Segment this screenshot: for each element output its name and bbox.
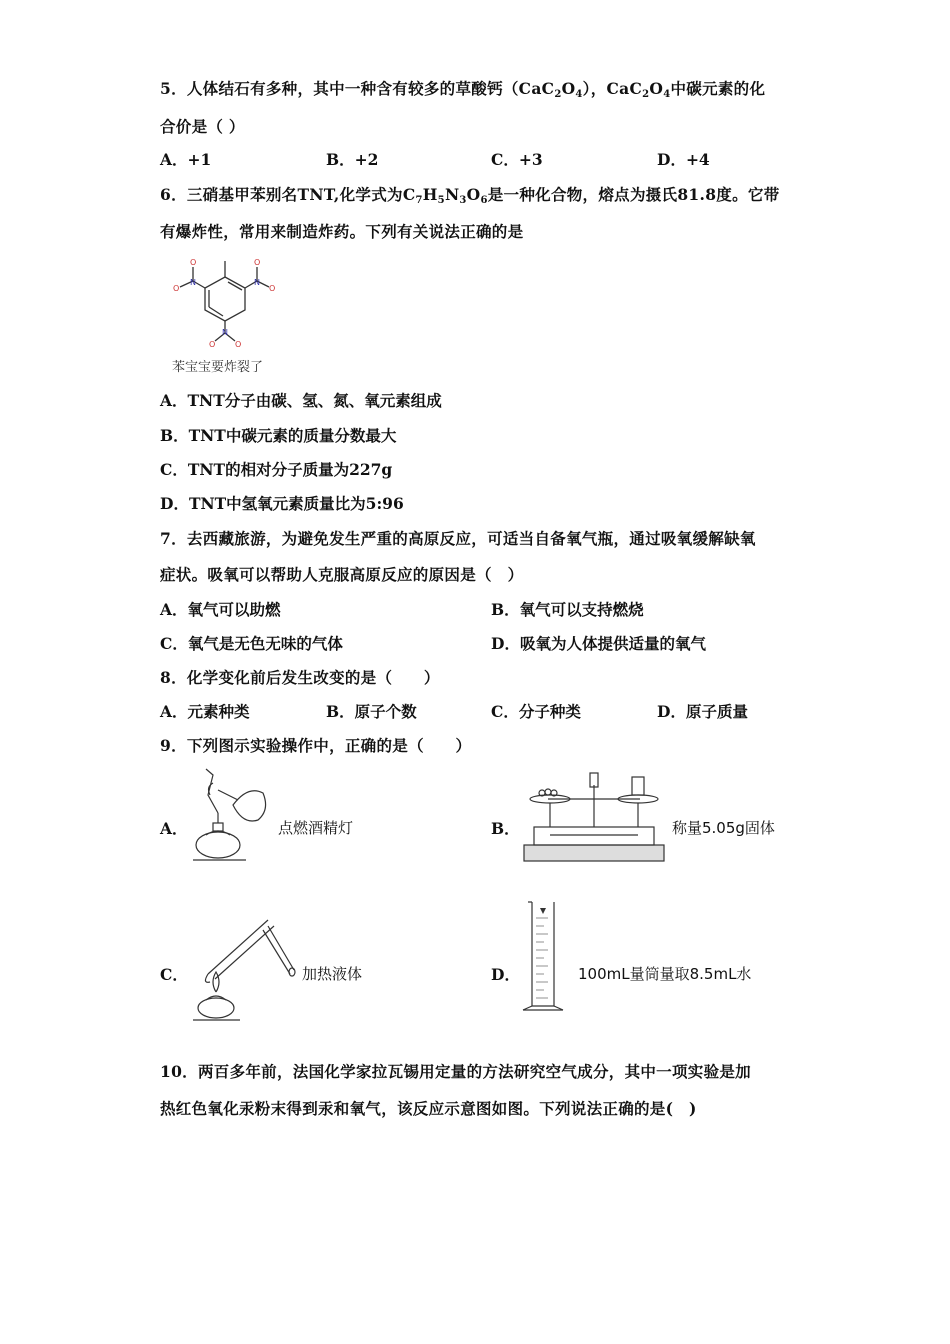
q5-text-d: O [649, 79, 664, 98]
q9-option-b-letter[interactable]: B． [491, 819, 520, 838]
q9-option-c-letter[interactable]: C． [160, 965, 188, 984]
svg-text:O: O [209, 340, 216, 349]
alcohol-lamp-lighting-figure [188, 765, 278, 865]
q6-option-a[interactable]: A．TNT分子由碳、氢、氮、氧元素组成 [160, 391, 442, 410]
svg-text:O: O [173, 284, 180, 293]
svg-text:N: N [254, 278, 260, 287]
q5-line2: 合价是（ ） [160, 117, 245, 136]
q7-option-a[interactable]: A．氧气可以助燃 [160, 600, 281, 619]
q9-option-d-letter[interactable]: D． [491, 965, 520, 984]
q10-line1: 10．两百多年前，法国化学家拉瓦锡用定量的方法研究空气成分，其中一项实验是加 [160, 1062, 751, 1081]
q9-option-d-caption: 100mL量筒量取8.5mL水 [578, 965, 752, 983]
graduated-cylinder-figure [518, 898, 568, 1018]
q9-option-b-caption: 称量5.05g固体 [672, 819, 775, 837]
heating-liquid-figure [188, 912, 298, 1024]
q6-line2: 有爆炸性，常用来制造炸药。下列有关说法正确的是 [160, 222, 524, 241]
q5-option-a[interactable]: A．+1 [160, 150, 212, 169]
q9-option-a-letter[interactable]: A． [160, 819, 188, 838]
balance-scale-figure [520, 765, 668, 865]
svg-text:N: N [222, 328, 228, 337]
q7-line1: 7．去西藏旅游，为避免发生严重的高原反应，可适当自备氧气瓶，通过吸氧缓解缺氧 [160, 529, 756, 548]
q5-option-d[interactable]: D．+4 [657, 150, 710, 169]
q9-option-c-caption: 加热液体 [302, 965, 363, 983]
tnt-figure-caption: 苯宝宝要炸裂了 [172, 360, 264, 375]
q8-option-c[interactable]: C．分子种类 [491, 702, 581, 721]
q5-sub2: 4 [575, 89, 583, 100]
q6-option-d[interactable]: D．TNT中氢氧元素质量比为5:96 [160, 494, 404, 513]
q8-line1: 8．化学变化前后发生改变的是（ ） [160, 668, 440, 687]
svg-text:O: O [190, 258, 197, 267]
q5-text-b: O [561, 79, 576, 98]
q6-text-b: H [422, 185, 438, 204]
q6-sub2: 5 [437, 195, 445, 206]
tnt-structure-figure [165, 255, 290, 355]
q6-sub1: 7 [415, 195, 423, 206]
svg-text:O: O [269, 284, 276, 293]
svg-text:O: O [235, 340, 242, 349]
q6-text-c: N [444, 185, 460, 204]
q5-option-c[interactable]: C．+3 [491, 150, 543, 169]
q9-line1: 9．下列图示实验操作中，正确的是（ ） [160, 736, 472, 755]
q5-text-e: 中碳元素的化 [670, 79, 766, 98]
svg-text:N: N [190, 278, 196, 287]
q6-sub4: 6 [480, 195, 488, 206]
q7-option-b[interactable]: B．氧气可以支持燃烧 [491, 600, 644, 619]
q7-line2: 症状。吸氧可以帮助人克服高原反应的原因是（ ） [160, 565, 524, 584]
q6-option-b[interactable]: B．TNT中碳元素的质量分数最大 [160, 426, 397, 445]
q8-option-b[interactable]: B．原子个数 [326, 702, 417, 721]
q9-option-a-caption: 点燃酒精灯 [278, 819, 354, 837]
q10-line2: 热红色氧化汞粉末得到汞和氧气，该反应示意图如图。下列说法正确的是( ) [160, 1099, 697, 1118]
q6-text-a: 6．三硝基甲苯别名TNT,化学式为C [160, 185, 416, 204]
q5-text-c: ），CaC [582, 79, 643, 98]
q5-sub4: 4 [663, 89, 671, 100]
q5-sub3: 2 [642, 89, 650, 100]
q6-line1 [160, 183, 780, 206]
q5-line1 [160, 77, 765, 100]
q8-option-a[interactable]: A．元素种类 [160, 702, 250, 721]
q5-sub1: 2 [554, 89, 562, 100]
q5-text-a: 5．人体结石有多种，其中一种含有较多的草酸钙（CaC [160, 79, 555, 98]
q7-option-c[interactable]: C．氧气是无色无味的气体 [160, 634, 343, 653]
svg-text:O: O [254, 258, 261, 267]
q6-sub3: 3 [459, 195, 467, 206]
q8-option-d[interactable]: D．原子质量 [657, 702, 748, 721]
q5-option-b[interactable]: B．+2 [326, 150, 379, 169]
q6-text-e: 是一种化合物，熔点为摄氏81.8度。它带 [487, 185, 780, 204]
q6-text-d: O [466, 185, 481, 204]
q7-option-d[interactable]: D．吸氧为人体提供适量的氧气 [491, 634, 706, 653]
q6-option-c[interactable]: C．TNT的相对分子质量为227g [160, 460, 393, 479]
